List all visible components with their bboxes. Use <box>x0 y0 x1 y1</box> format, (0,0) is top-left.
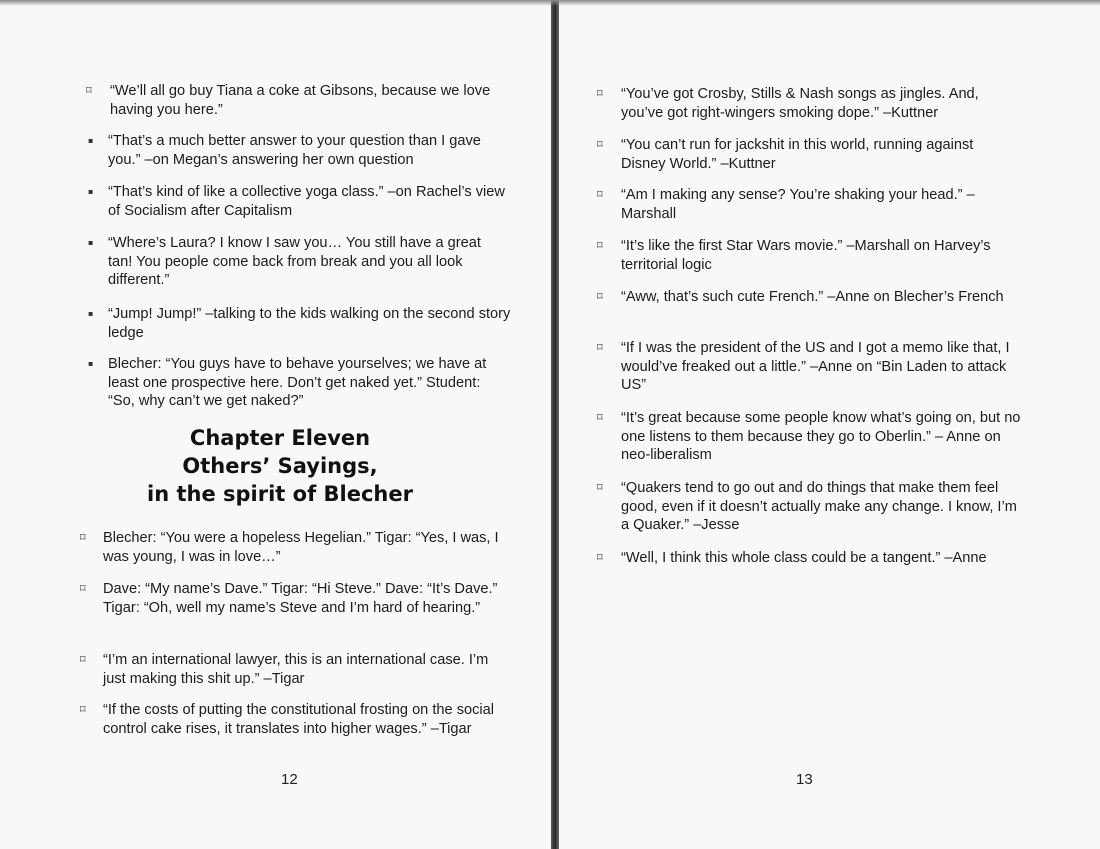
quote-text: “Aww, that’s such cute French.” –Anne on Blecher’s French <box>621 289 1004 305</box>
list-item <box>86 183 512 220</box>
quote-text: “That’s kind of like a collective yoga class.” –on Rachel’s view of Socialism after Capitalism <box>108 184 505 219</box>
quote-text: “Jump! Jump!” –talking to the kids walking on the second story ledge <box>108 306 511 341</box>
list-item <box>597 85 1017 122</box>
bullet-square-icon: ▪ <box>88 136 94 145</box>
list-marker-icon: ⌑ <box>597 239 603 252</box>
list-item <box>597 409 1021 465</box>
quote-text: “I’m an international lawyer, this is an international case. I’m just making this shit up.” –Tigar <box>103 652 489 687</box>
quote-text: “Where’s Laura? I know I saw you… You still have a great tan! You people come back from break and you all look different.” <box>108 235 481 288</box>
right-page <box>557 0 1100 849</box>
list-item <box>597 339 1017 395</box>
list-item <box>86 305 512 342</box>
quote-text: “We’ll all go buy Tiana a coke at Gibsons, because we love having you here.” <box>110 83 491 118</box>
list-item <box>597 549 1037 568</box>
quote-text: “It’s great because some people know what’s going on, but no one listens to them because they go to Oberlin.” – Anne on neo-liberalism <box>621 410 1021 463</box>
list-marker-icon: ⌑ <box>597 87 603 100</box>
list-item <box>597 136 1017 173</box>
list-marker-icon: ⌑ <box>597 411 603 424</box>
list-item <box>597 288 1017 307</box>
page-number: 12 <box>281 771 298 788</box>
list-marker-icon: ⌑ <box>597 341 603 354</box>
quote-text: “If the costs of putting the constitutional frosting on the social control cake rises, it translates into higher wages.” –Tigar <box>103 702 495 737</box>
list-item <box>86 132 506 169</box>
chapter-subtitle-line2: in the spirit of Blecher <box>147 482 413 506</box>
list-item <box>80 580 500 617</box>
list-item <box>86 355 508 411</box>
book-gutter <box>551 0 559 849</box>
list-marker-icon: ⌑ <box>80 582 86 595</box>
quote-text: “Am I making any sense? You’re shaking your head.” – Marshall <box>621 187 975 222</box>
list-marker-icon: ⌑ <box>80 703 86 716</box>
list-item <box>597 479 1017 535</box>
page-top-edge <box>0 0 1100 6</box>
quote-text: “You’ve got Crosby, Stills & Nash songs as jingles. And, you’ve got right-wingers smoking dope.” –Kuttner <box>621 86 979 121</box>
quote-text: Blecher: “You guys have to behave yourselves; we have at least one prospective here. Don’t get naked yet.” Student: “So, why can’t we get naked?” <box>108 356 487 409</box>
quote-text: “Quakers tend to go out and do things that make them feel good, even if it doesn’t actually make any change. I know, I’m a Quaker.” –Jesse <box>621 480 1017 533</box>
bullet-square-icon: ▪ <box>88 309 94 318</box>
list-item <box>80 529 500 566</box>
quote-text: “Well, I think this whole class could be a tangent.” –Anne <box>621 550 987 566</box>
bullet-square-icon: ▪ <box>88 238 94 247</box>
list-item <box>86 234 508 290</box>
bullet-square-icon: ▪ <box>88 359 94 368</box>
list-item <box>597 186 1017 223</box>
list-item <box>80 701 504 738</box>
quote-text: “That’s a much better answer to your question than I gave you.” –on Megan’s answering her own question <box>108 133 481 168</box>
bullet-square-icon: ▪ <box>88 187 94 196</box>
list-marker-icon: ⌑ <box>80 531 86 544</box>
quote-text: “If I was the president of the US and I got a memo like that, I would’ve freaked out a little.” –Anne on “Bin Laden to attack US” <box>621 340 1010 393</box>
quote-text: “It’s like the first Star Wars movie.” –Marshall on Harvey’s territorial logic <box>621 238 991 273</box>
list-item <box>80 651 500 688</box>
quote-text: Dave: “My name’s Dave.” Tigar: “Hi Steve.” Dave: “It’s Dave.” Tigar: “Oh, well my name’s Steve and I’m hard of hearing.” <box>103 581 498 616</box>
quote-text: Blecher: “You were a hopeless Hegelian.” Tigar: “Yes, I was, I was young, I was in love…” <box>103 530 499 565</box>
list-item <box>597 237 1027 274</box>
list-marker-icon: ⌑ <box>597 481 603 494</box>
list-marker-icon: ⌑ <box>597 551 603 564</box>
quote-text: “You can’t run for jackshit in this world, running against Disney World.” –Kuttner <box>621 137 974 172</box>
chapter-subtitle-line1: Others’ Sayings, <box>182 454 378 478</box>
chapter-heading <box>120 424 440 508</box>
list-marker-icon: ⌑ <box>597 188 603 201</box>
list-marker-icon: ⌑ <box>597 138 603 151</box>
page-number: 13 <box>796 771 813 788</box>
chapter-title: Chapter Eleven <box>189 426 371 450</box>
list-marker-icon: ⌑ <box>86 84 92 97</box>
list-marker-icon: ⌑ <box>597 290 603 303</box>
list-item <box>86 82 506 119</box>
list-marker-icon: ⌑ <box>80 653 86 666</box>
